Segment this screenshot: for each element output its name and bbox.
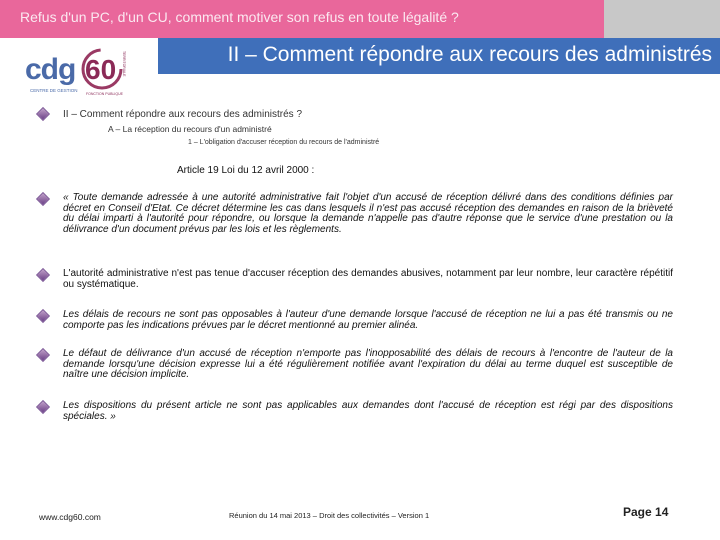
footer-website-link[interactable]: www.cdg60.com [39,512,101,522]
bullet-diamond-icon [36,309,50,323]
bullet-diamond-icon [36,107,50,121]
svg-text:FONCTION PUBLIQUE: FONCTION PUBLIQUE [86,92,123,96]
presentation-title: Refus d'un PC, d'un CU, comment motiver son refus en toute légalité ? [20,9,459,25]
svg-text:TERRITORIALE: TERRITORIALE [122,51,126,77]
paragraph-2: L'autorité administrative n'est pas tenue d'accuser réception des demandes abusives, notamment par leur nombre, leur caractère répétitif ou systématique. [63,268,673,290]
paragraph-5: Les dispositions du présent article ne sont pas applicables aux demandes dont l'accusé de réception est régi par des dispositions spéciales. » [63,400,673,422]
svg-text:60: 60 [85,54,117,85]
subheading-1: 1 – L'obligation d'accuser réception du recours de l'administré [188,139,380,146]
svg-text:cdg: cdg [25,53,76,86]
top-banner-grey-block [604,0,720,38]
slide-heading: II – Comment répondre aux recours des administrés ? [63,109,302,120]
footer-meeting-info: Réunion du 14 mai 2013 – Droit des collectivités – Version 1 [229,511,430,520]
paragraph-4: Le défaut de délivrance d'un accusé de réception n'emporte pas l'inopposabilité des délais de recours à l'encontre de l'auteur de la demande lorsqu'une décision expresse lui a été régulièrement notifiée avant l'expiration du délai au terme duquel est susceptible de naître une décision implicite. [63,348,673,380]
svg-text:CENTRE DE GESTION: CENTRE DE GESTION [30,88,78,93]
section-title-band [158,38,720,74]
bullet-diamond-icon [36,400,50,414]
paragraph-1: « Toute demande adressée à une autorité administrative fait l'objet d'un accusé de réception délivré dans des conditions définies par décret en Conseil d'Etat. Ce décret détermine les cas dans lesquels il n'est pas accusé réception des demandes en raison de la brièveté du délai imparti à l'autorité pour répondre, ou lorsque la demande n'appelle pas d'autre réponse que le service d'une prestation ou la délivrance d'un document prévus par les lois et les règlements. [63,192,673,235]
bullet-diamond-icon [36,268,50,282]
section-title: II – Comment répondre aux recours des administrés [227,43,712,66]
paragraph-3: Les délais de recours ne sont pas opposables à l'auteur d'une demande lorsque l'accusé de réception ne lui a pas été transmis ou ne comporte pas les indications prévues par le décret mentionné au premier alinéa. [63,309,673,331]
cdg60-logo [22,45,132,97]
bullet-diamond-icon [36,348,50,362]
bullet-diamond-icon [36,192,50,206]
subheading-a: A – La réception du recours d'un administré [108,124,272,134]
page-number: Page 14 [623,505,669,519]
article-reference: Article 19 Loi du 12 avril 2000 : [177,165,315,176]
